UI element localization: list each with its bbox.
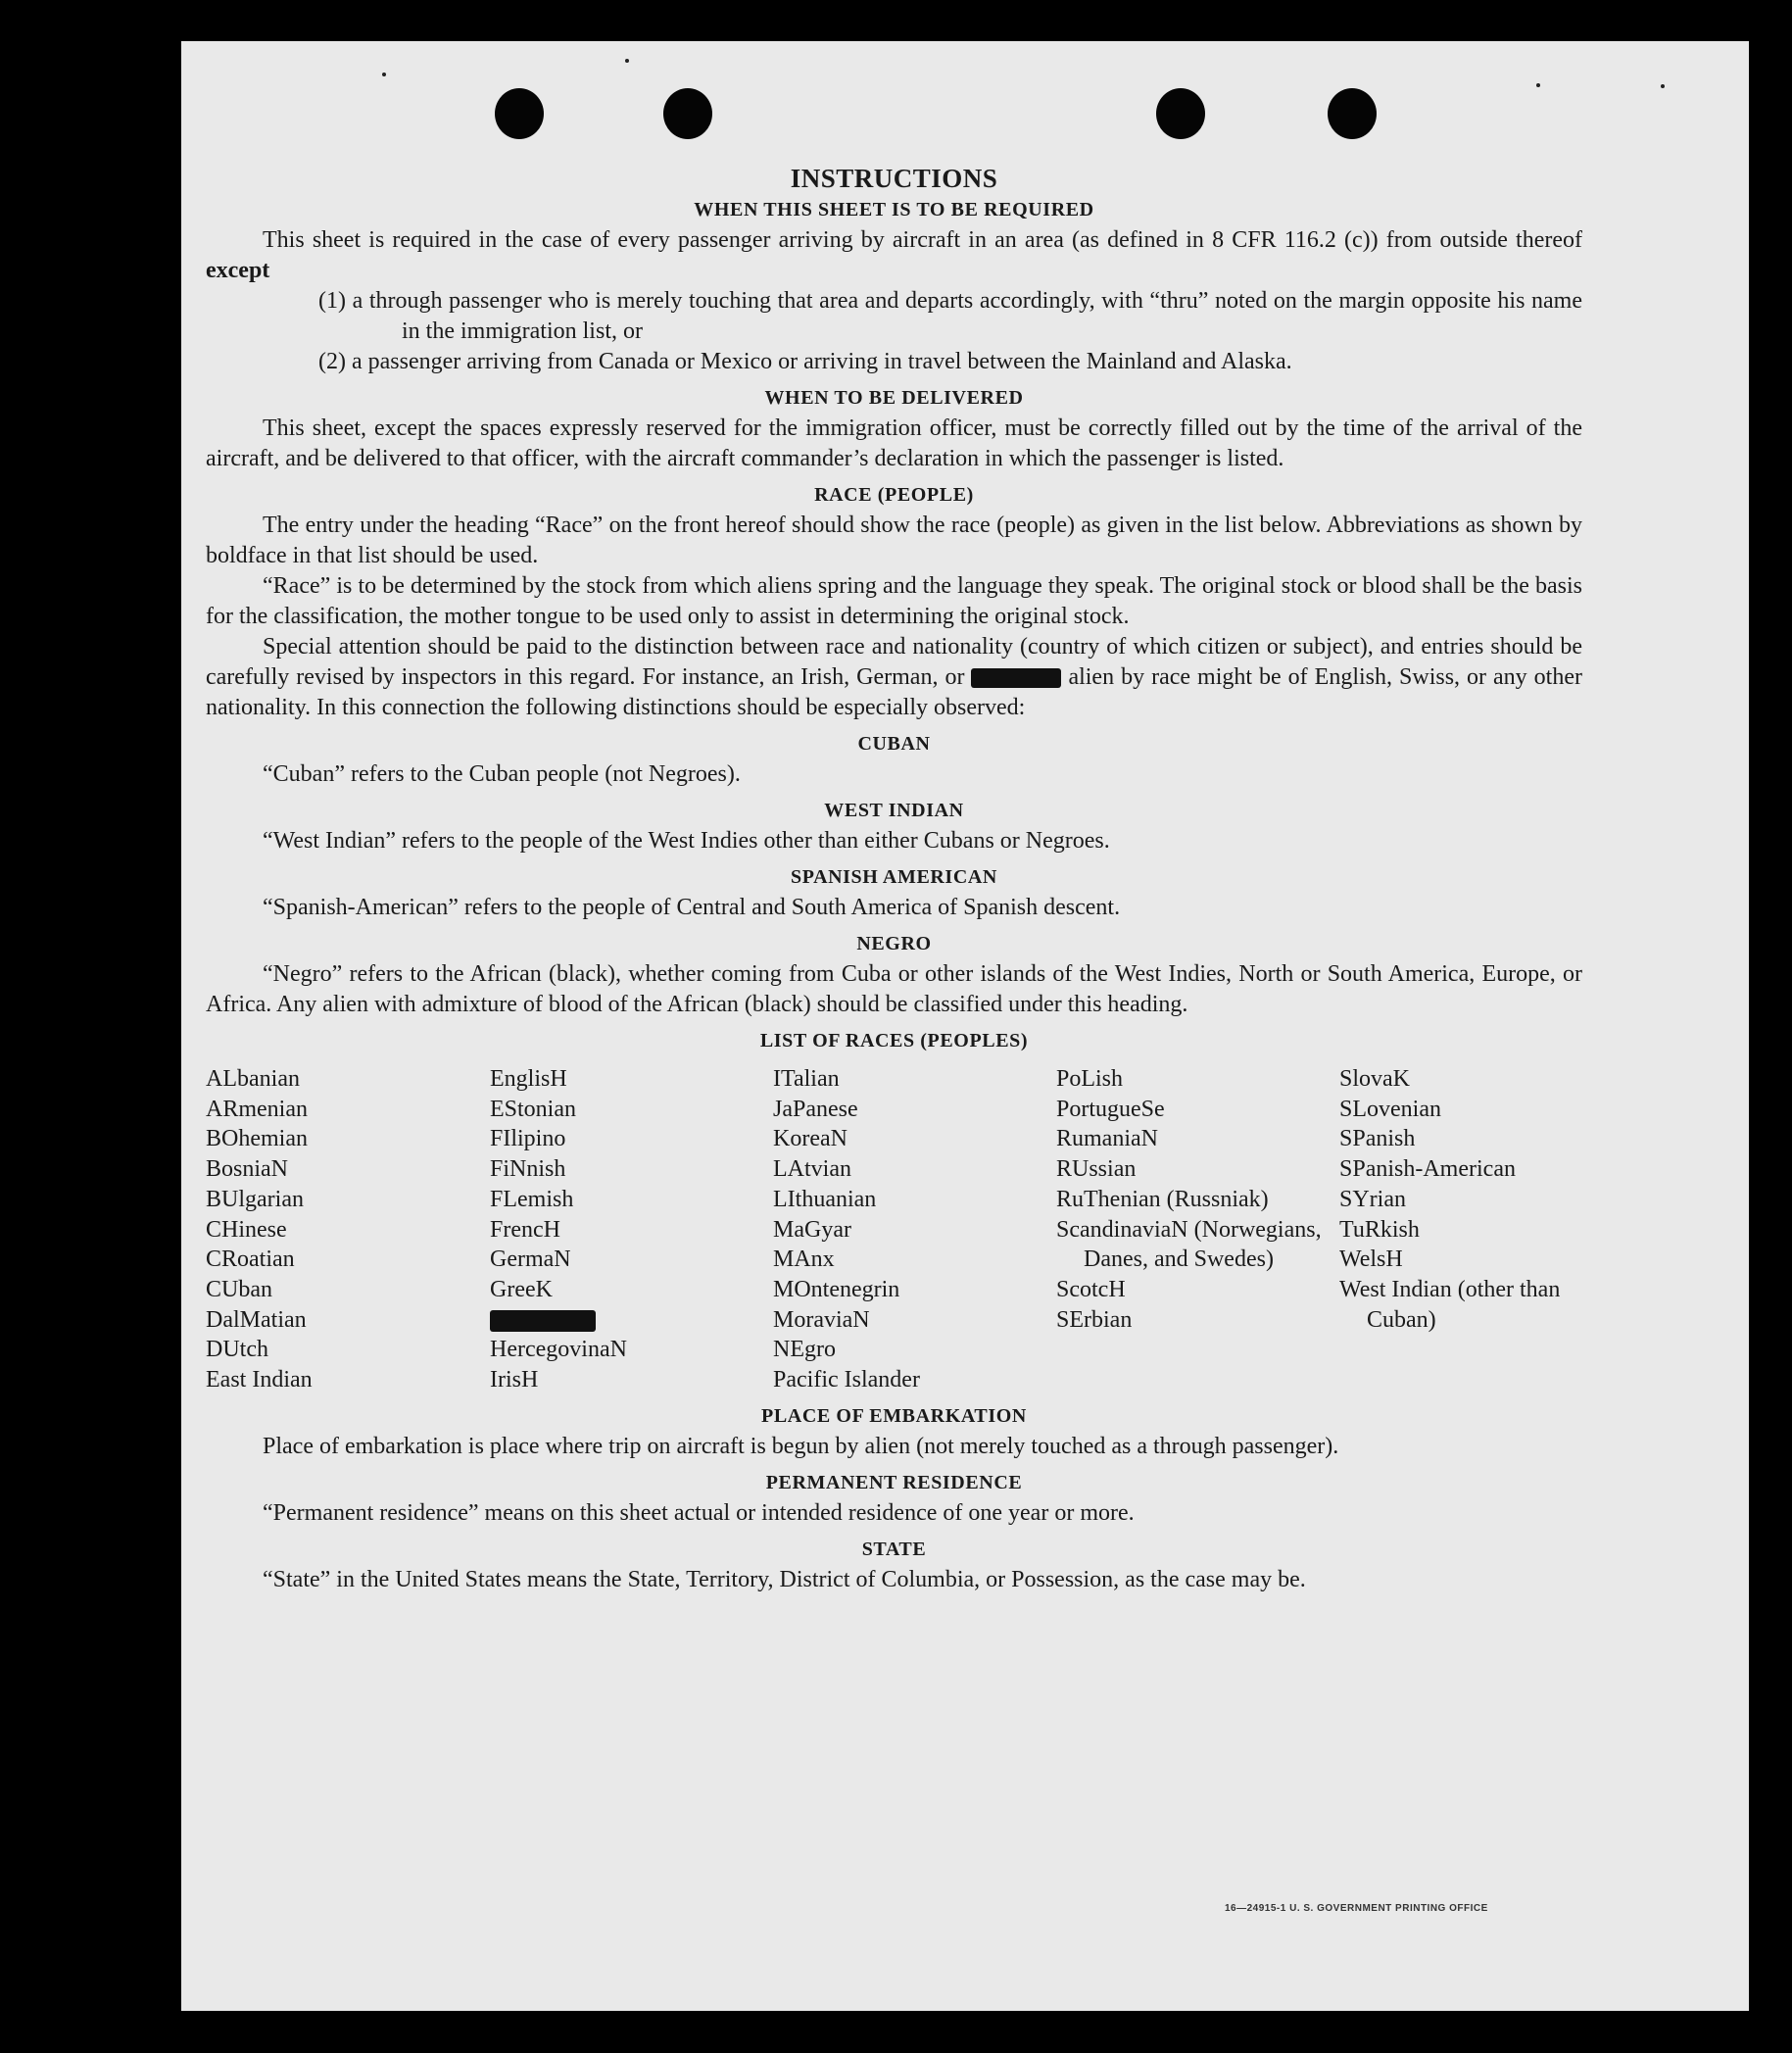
race-entry: BOhemian bbox=[206, 1126, 308, 1152]
negro-text: “Negro” refers to the African (black), whether coming from Cuba or other islands of the West Indies, North or South America, Europe, or Africa. Any alien with admixture of blood of the African (black) should be classified under this heading. bbox=[206, 961, 1582, 1017]
punch-hole bbox=[663, 88, 712, 139]
speck bbox=[1536, 83, 1540, 87]
race-entry: Pacific Islander bbox=[773, 1367, 920, 1393]
section-heading-race: RACE (PEOPLE) bbox=[814, 484, 974, 506]
race-entry: ITalian bbox=[773, 1066, 840, 1092]
race-entry: IrisH bbox=[490, 1367, 539, 1393]
races-column bbox=[1339, 1064, 1622, 1395]
race-entry: JaPanese bbox=[773, 1096, 858, 1122]
race-entry: MoraviaN bbox=[773, 1306, 870, 1333]
race-entry: West Indian (other than Cuban) bbox=[1339, 1276, 1561, 1333]
section-heading-embarkation: PLACE OF EMBARKATION bbox=[761, 1404, 1027, 1427]
race-entry: RumaniaN bbox=[1056, 1126, 1158, 1152]
speck bbox=[382, 73, 386, 76]
race-entry: ScotcH bbox=[1056, 1276, 1126, 1302]
race-entry: EStonian bbox=[490, 1096, 576, 1122]
race-entry: MaGyar bbox=[773, 1216, 851, 1243]
race-entry: HercegovinaN bbox=[490, 1337, 627, 1363]
race-entry: BUlgarian bbox=[206, 1186, 304, 1212]
race-entry: FLemish bbox=[490, 1186, 574, 1212]
west-indian-text: “West Indian” refers to the people of the West Indies other than either Cubans or Negroes. bbox=[263, 828, 1110, 854]
race-entry: SErbian bbox=[1056, 1306, 1133, 1333]
races-column bbox=[1056, 1064, 1339, 1395]
race-entry: NEgro bbox=[773, 1337, 836, 1363]
races-list bbox=[206, 1064, 1582, 1395]
race-entry: ScandinaviaN (Norwegians, Danes, and Swedes) bbox=[1056, 1216, 1322, 1273]
race-entry: FiNnish bbox=[490, 1156, 566, 1183]
race-entry-redacted bbox=[490, 1305, 773, 1336]
document-sheet bbox=[181, 41, 1749, 2011]
section-heading-spanish-american: SPANISH AMERICAN bbox=[791, 866, 997, 888]
speck bbox=[625, 59, 629, 63]
races-column bbox=[490, 1064, 773, 1395]
residence-text: “Permanent residence” means on this sheet actual or intended residence of one year or more. bbox=[263, 1499, 1135, 1526]
section-heading-cuban: CUBAN bbox=[857, 733, 931, 755]
race-entry: SlovaK bbox=[1339, 1066, 1410, 1092]
section-heading-required: WHEN THIS SHEET IS TO BE REQUIRED bbox=[694, 199, 1094, 220]
redaction-mark bbox=[490, 1310, 596, 1332]
instructions-body bbox=[206, 164, 1582, 1595]
required-item-2: (2) a passenger arriving from Canada or Mexico or arriving in travel between the Mainland and Alaska. bbox=[318, 349, 1292, 374]
race-entry: BosniaN bbox=[206, 1156, 288, 1183]
print-footer: 16—24915-1 U. S. GOVERNMENT PRINTING OFFICE bbox=[1225, 1903, 1488, 1914]
race-entry: LAtvian bbox=[773, 1156, 851, 1183]
race-entry: MOntenegrin bbox=[773, 1276, 900, 1302]
race-entry: PoLish bbox=[1056, 1066, 1124, 1092]
required-intro: This sheet is required in the case of every passenger arriving by aircraft in an area (as defined in 8 CFR 116.2 (c)) from outside thereof except bbox=[206, 227, 1582, 283]
race-paragraph-2: “Race” is to be determined by the stock from which aliens spring and the language they speak. The original stock or blood shall be the basis for the classification, the mother tongue to be used only to assist in determining the original stock. bbox=[206, 573, 1582, 629]
race-entry: SPanish bbox=[1339, 1126, 1416, 1152]
race-entry: PortugueSe bbox=[1056, 1096, 1165, 1122]
race-entry: GermaN bbox=[490, 1246, 571, 1273]
race-entry: SYrian bbox=[1339, 1186, 1406, 1212]
state-text: “State” in the United States means the State, Territory, District of Columbia, or Possession, as the case may be. bbox=[263, 1566, 1306, 1592]
section-heading-residence: PERMANENT RESIDENCE bbox=[765, 1471, 1023, 1493]
race-paragraph-1: The entry under the heading “Race” on the front hereof should show the race (people) as given in the list below. Abbreviations as shown by boldface in that list should be used. bbox=[206, 513, 1582, 568]
races-column bbox=[206, 1064, 490, 1395]
race-entry: KoreaN bbox=[773, 1126, 848, 1152]
race-entry: EnglisH bbox=[490, 1066, 567, 1092]
race-entry: TuRkish bbox=[1339, 1216, 1420, 1243]
race-entry: FIlipino bbox=[490, 1126, 566, 1152]
cuban-text: “Cuban” refers to the Cuban people (not Negroes). bbox=[263, 761, 741, 787]
section-heading-negro: NEGRO bbox=[856, 933, 932, 954]
race-entry: SLovenian bbox=[1339, 1096, 1441, 1122]
race-entry: GreeK bbox=[490, 1276, 553, 1302]
spanish-american-text: “Spanish-American” refers to the people of Central and South America of Spanish descent. bbox=[263, 895, 1121, 920]
section-heading-list-of-races: LIST OF RACES (PEOPLES) bbox=[759, 1030, 1029, 1051]
speck bbox=[1661, 84, 1665, 88]
race-entry: WelsH bbox=[1339, 1246, 1403, 1273]
delivered-text: This sheet, except the spaces expressly reserved for the immigration officer, must be correctly filled out by the time of the arrival of the aircraft, and be delivered to that officer, with the aircraft commander’s declaration in which the passenger is listed. bbox=[206, 415, 1582, 471]
race-entry: RuThenian (Russniak) bbox=[1056, 1186, 1269, 1212]
race-entry: East Indian bbox=[206, 1367, 313, 1393]
punch-hole bbox=[495, 88, 544, 139]
redaction-mark bbox=[971, 668, 1061, 688]
race-entry: CHinese bbox=[206, 1216, 287, 1243]
punch-hole bbox=[1328, 88, 1377, 139]
race-entry: FrencH bbox=[490, 1216, 560, 1243]
embarkation-text: Place of embarkation is place where trip on aircraft is begun by alien (not merely touched as a through passenger). bbox=[263, 1433, 1339, 1459]
section-heading-west-indian: WEST INDIAN bbox=[824, 800, 964, 821]
races-column bbox=[773, 1064, 1056, 1395]
race-entry: RUssian bbox=[1056, 1156, 1137, 1183]
section-heading-state: STATE bbox=[861, 1538, 927, 1560]
race-entry: CUban bbox=[206, 1276, 272, 1302]
race-entry: ARmenian bbox=[206, 1096, 308, 1122]
race-entry: ALbanian bbox=[206, 1066, 300, 1092]
race-entry: DalMatian bbox=[206, 1306, 307, 1333]
punch-hole bbox=[1156, 88, 1205, 139]
race-entry: MAnx bbox=[773, 1246, 835, 1273]
race-entry: CRoatian bbox=[206, 1246, 295, 1273]
race-entry: DUtch bbox=[206, 1337, 268, 1363]
race-entry: LIthuanian bbox=[773, 1186, 877, 1212]
race-paragraph-3: Special attention should be paid to the distinction between race and nationality (country of which citizen or subject), and entries should be carefully revised by inspectors in this regard. For instance, an Irish, German, or alien by race might be of English, Swiss, or any other nationality. In this connection the following distinctions should be especially observed: bbox=[206, 634, 1582, 720]
page-title: INSTRUCTIONS bbox=[790, 164, 998, 193]
required-item-1: (1) a through passenger who is merely touching that area and departs accordingly, with “thru” noted on the margin opposite his name in the immigration list, or bbox=[318, 288, 1582, 344]
race-entry: SPanish-American bbox=[1339, 1156, 1516, 1183]
section-heading-delivered: WHEN TO BE DELIVERED bbox=[764, 387, 1024, 409]
